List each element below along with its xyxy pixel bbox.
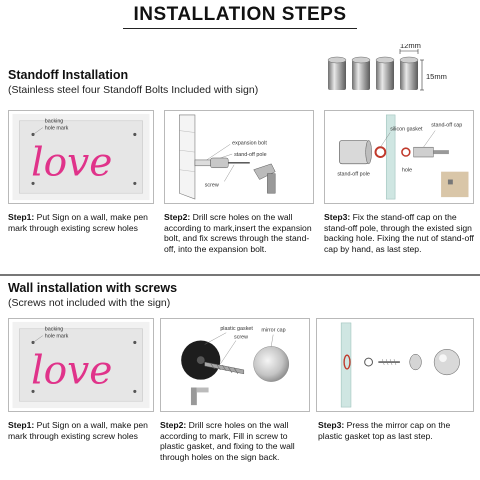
backing-label-2: backing [44,326,64,333]
bolt-4 [400,57,418,90]
page-title: INSTALLATION STEPS [123,4,356,29]
screws-step2-panel [160,318,310,412]
step3-body: Fix the stand-off cap on the stand-off pole, through the existed sign backing hole. Fixing the nut of stand-off cap by hand, as last step. [324,212,474,254]
step2-body: Drill scre holes on the wall according to mark,insert the expansion bolt, and fix screws through the stand-off, into the expansion bolt. [164,212,312,254]
standoff-step3-panel [324,110,474,204]
stand-off-cap-label: stand-off cap [431,122,463,129]
bolt-1 [328,57,346,90]
mirror-cap-label: mirror cap [261,327,286,334]
standoff-step2-text [164,212,320,254]
screws-step3-heading: Step3: [318,420,345,430]
bolt-3 [376,57,394,90]
expansion-bolt-label: expansion bolt [232,140,267,147]
screw-label-2: screw [234,334,249,341]
step3-heading: Step3: [324,212,351,222]
hole-mark-label-2: hole mark [44,333,69,340]
section-divider [0,274,480,276]
expansion-bolt [195,160,211,166]
standoff-section-title: Standoff Installation [8,68,129,82]
mirror-cap [254,346,289,381]
title-wrap [0,4,480,29]
screws-step1-body: Put Sign on a wall, make pen mark through existing screw holes [8,420,148,441]
drill-handle [191,388,197,406]
screw-label: screw [204,182,219,189]
standoff-step3-text [324,212,476,254]
screws-step2-text [160,420,310,462]
backing-label: backing [44,118,64,125]
silicon-gasket [376,147,386,157]
installed-photo [441,172,468,197]
stand-off-pole-label-3: stand-off pole [337,171,370,178]
screws-section-subtitle: (Screws not included with the sign) [8,297,171,309]
plastic-gasket-label: plastic gasket [220,325,253,332]
screws-step2-body: Drill scre holes on the wall according to mark, Fill in screw to plastic gasket, and fixing to the wall through holes on the sign back. [160,420,295,462]
dim-width-label: 12mm [400,44,421,50]
stand-off-pole [211,158,229,168]
hole-mark-label: hole mark [44,125,69,132]
hole-mark-tl-2 [31,341,34,344]
screws-step3-body: Press the mirror cap on the plastic gasket top as last step. [318,420,451,441]
standoff-step2-panel [164,110,314,204]
bolt-2 [352,57,370,90]
hole-label: hole [401,167,413,174]
mirror-cap-2 [434,349,459,374]
standoff-bolts-image [318,44,478,98]
standoff-step1-panel [8,110,154,204]
neon-love-sign-2: love [31,348,113,394]
standoff-section-subtitle: (Stainless steel four Standoff Bolts Included with sign) [8,84,259,96]
step1-body: Put Sign on a wall, make pen mark through existing screw holes [8,212,148,233]
hole-mark-br [133,182,136,185]
stand-off-cap [339,140,368,163]
screws-step1-panel [8,318,154,412]
step2-heading: Step2: [164,212,191,222]
screws-step2-heading: Step2: [160,420,187,430]
neon-love-sign: love [31,140,113,186]
hole-mark-tr [133,133,136,136]
hole-mark-br-2 [133,390,136,393]
screws-section-title: Wall installation with screws [8,281,178,295]
screws-step1-text [8,420,158,441]
dim-height-label: 15mm [426,72,447,81]
screws-step3-text [318,420,476,441]
standoff-step1-text [8,212,158,233]
screws-step1-heading: Step1: [8,420,35,430]
stand-off-pole-part [414,147,434,157]
step1-heading: Step1: [8,212,35,222]
stand-off-pole-label: stand-off pole [234,152,267,159]
silicon-gasket-label: silicon gasket [390,126,423,133]
hole-mark-tr-2 [133,341,136,344]
screws-step3-panel [316,318,474,412]
